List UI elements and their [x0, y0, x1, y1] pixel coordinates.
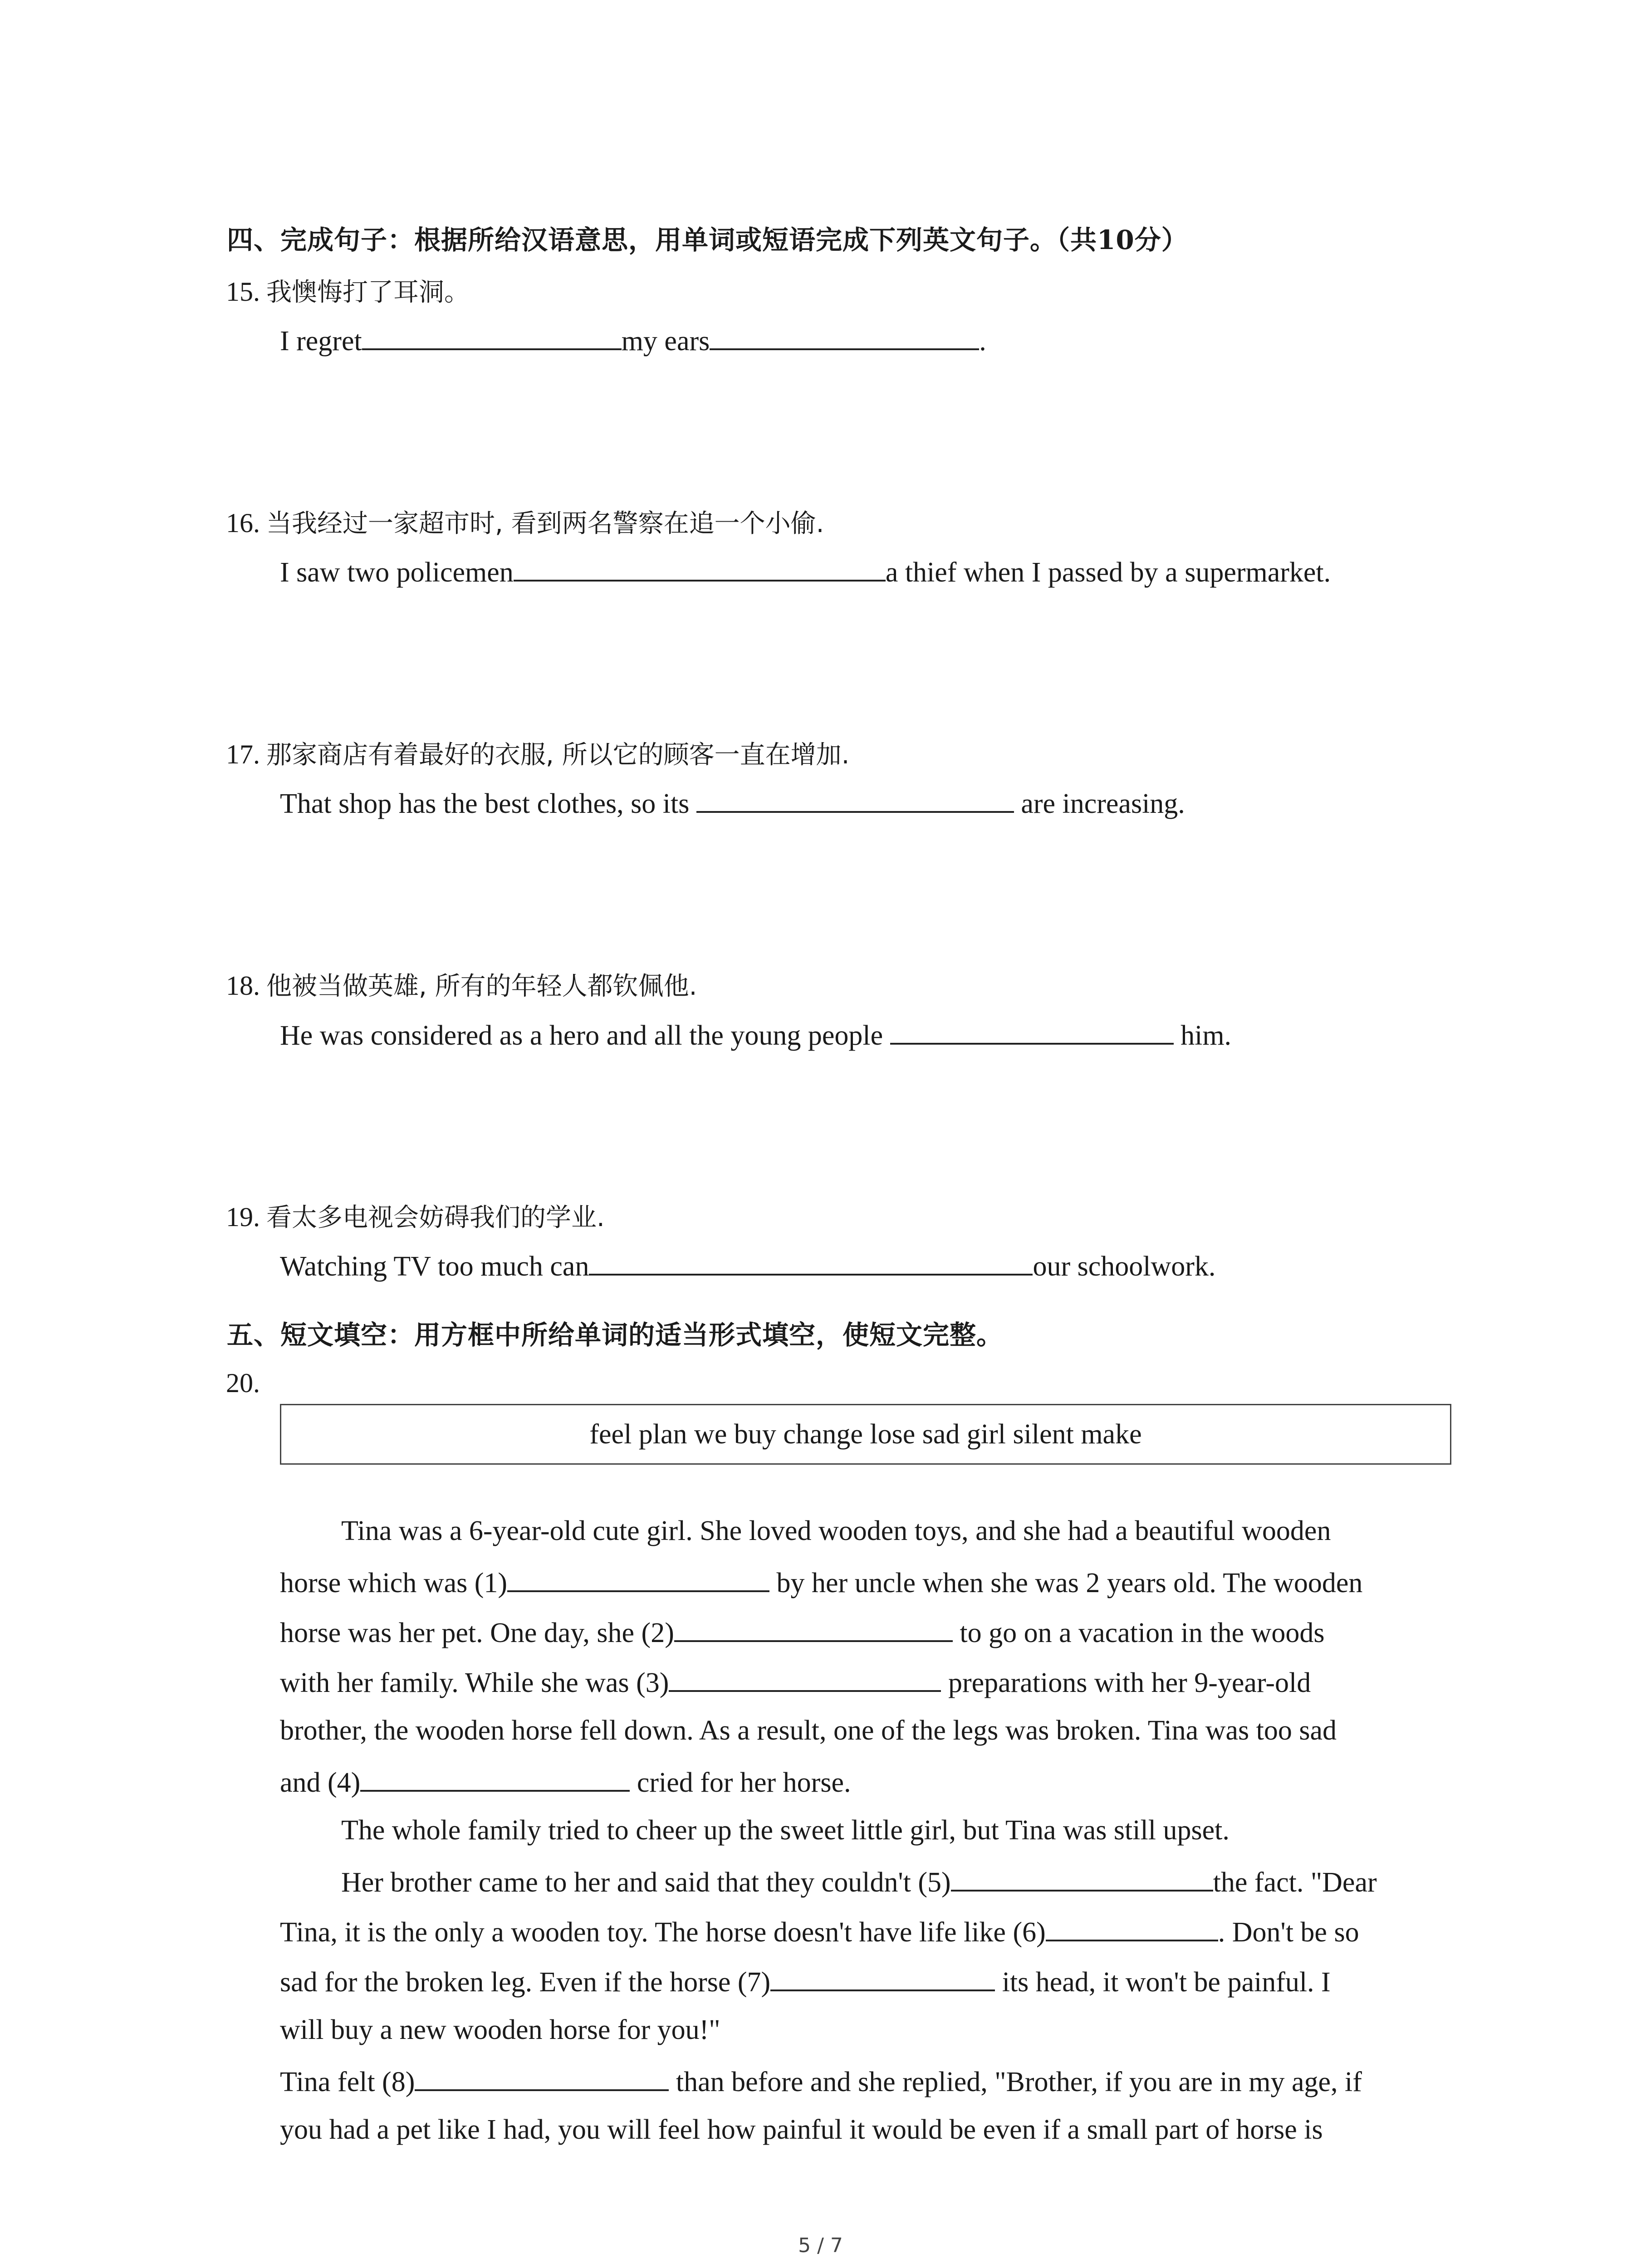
passage-text: cried for her horse. [630, 1767, 851, 1798]
passage-text: Her brother came to her and said that they couldn't (5) [341, 1867, 951, 1898]
passage-text: with her family. While she was (3) [280, 1667, 669, 1698]
q19-number: 19. [226, 1202, 260, 1232]
q15-chinese [226, 272, 470, 308]
q18-text-b: him. [1173, 1020, 1232, 1051]
blank-5[interactable] [951, 1864, 1213, 1892]
passage-text: than before and she replied, "Brother, if you are in my age, if [669, 2067, 1362, 2097]
passage-text: sad for the broken leg. Even if the horse (7) [280, 1967, 771, 1998]
passage-line-10 [280, 1964, 1331, 1999]
passage-line-2 [280, 1565, 1362, 1599]
section-5-title: 五、短文填空：用方框中所给单词的适当形式填空，使短文完整。 [227, 1320, 1004, 1350]
passage-text: Tina felt (8) [280, 2067, 415, 2097]
q17-number: 17. [226, 739, 260, 769]
q19-cn-text: 看太多电视会妨碍我们的学业. [266, 1203, 605, 1232]
word-box [280, 1404, 1451, 1465]
passage-text: horse was her pet. One day, she (2) [280, 1618, 674, 1648]
passage-line-7: The whole family tried to cheer up the sweet little girl, but Tina was still upset. [341, 1815, 1230, 1846]
passage-text: by her uncle when she was 2 years old. The wooden [769, 1568, 1363, 1598]
q20-number: 20. [226, 1368, 260, 1398]
q18-chinese [226, 966, 697, 1002]
passage-line-3 [280, 1615, 1324, 1649]
q16-blank[interactable] [514, 554, 886, 582]
q16-chinese [226, 503, 824, 540]
passage-line-1: Tina was a 6-year-old cute girl. She loved wooden toys, and she had a beautiful wooden [341, 1515, 1331, 1546]
blank-8[interactable] [415, 2064, 669, 2091]
blank-6[interactable] [1046, 1914, 1218, 1941]
blank-3[interactable] [669, 1665, 941, 1692]
section-4-title: 四、完成句子：根据所给汉语意思，用单词或短语完成下列英文句子。（共10分） [227, 225, 1188, 255]
q15-text-a: I regret [280, 326, 362, 357]
q18-number: 18. [226, 971, 260, 1001]
q15-number: 15. [226, 277, 260, 307]
q17-text-b: are increasing. [1014, 788, 1185, 819]
passage-line-6 [280, 1765, 851, 1799]
passage-text: horse which was (1) [280, 1568, 508, 1598]
blank-2[interactable] [674, 1615, 953, 1642]
passage-text: its head, it won't be painful. I [995, 1967, 1331, 1998]
passage-line-9 [280, 1914, 1359, 1949]
blank-7[interactable] [770, 1964, 995, 1991]
passage-text: the fact. "Dear [1213, 1867, 1377, 1898]
q17-english [280, 786, 1185, 820]
passage-line-8 [341, 1864, 1377, 1899]
q17-blank[interactable] [696, 786, 1014, 813]
q19-text-a: Watching TV too much can [280, 1251, 589, 1282]
q19-blank[interactable] [589, 1248, 1033, 1276]
q18-text-a: He was considered as a hero and all the young people [280, 1020, 890, 1051]
passage-line-13: you had a pet like I had, you will feel how painful it would be even if a small part of horse is [280, 2114, 1323, 2145]
passage-line-11: will buy a new wooden horse for you!" [280, 2014, 720, 2045]
blank-4[interactable] [360, 1765, 630, 1792]
q16-text-a: I saw two policemen [280, 557, 514, 588]
q17-cn-text: 那家商店有着最好的衣服, 所以它的顾客一直在增加. [266, 740, 850, 770]
blank-1[interactable] [507, 1565, 769, 1592]
q15-english [280, 323, 986, 357]
q19-text-b: our schoolwork. [1033, 1251, 1216, 1282]
passage-text: to go on a vacation in the woods [952, 1618, 1325, 1648]
passage-text: . Don't be so [1218, 1917, 1359, 1948]
passage-text: Tina, it is the only a wooden toy. The horse doesn't have life like (6) [280, 1917, 1046, 1948]
q18-cn-text: 他被当做英雄, 所有的年轻人都钦佩他. [266, 972, 697, 1001]
q15-blank-1[interactable] [362, 323, 622, 350]
passage-line-4 [280, 1665, 1311, 1699]
q16-number: 16. [226, 508, 260, 538]
passage-text: and (4) [280, 1767, 361, 1798]
q18-blank[interactable] [890, 1017, 1174, 1045]
q17-chinese [226, 735, 849, 771]
q15-text-c: . [979, 326, 986, 357]
q18-english [280, 1017, 1231, 1052]
q15-blank-2[interactable] [710, 323, 979, 350]
passage-line-12 [280, 2064, 1362, 2098]
q15-text-b: my ears [621, 326, 710, 357]
page-number: 5 / 7 [798, 2234, 843, 2257]
q19-chinese [226, 1198, 605, 1234]
passage-text: preparations with her 9-year-old [941, 1667, 1311, 1698]
passage-line-5: brother, the wooden horse fell down. As a result, one of the legs was broken. Tina was too sad [280, 1715, 1337, 1746]
q16-cn-text: 当我经过一家超市时, 看到两名警察在追一个小偷. [266, 509, 824, 538]
word-box-text: feel plan we buy change lose sad girl silent make [589, 1418, 1142, 1450]
q16-text-b: a thief when I passed by a supermarket. [885, 557, 1331, 588]
q17-text-a: That shop has the best clothes, so its [280, 788, 696, 819]
q16-english [280, 554, 1331, 589]
q15-cn-text: 我懊悔打了耳洞。 [266, 278, 470, 307]
q19-english [280, 1248, 1215, 1283]
